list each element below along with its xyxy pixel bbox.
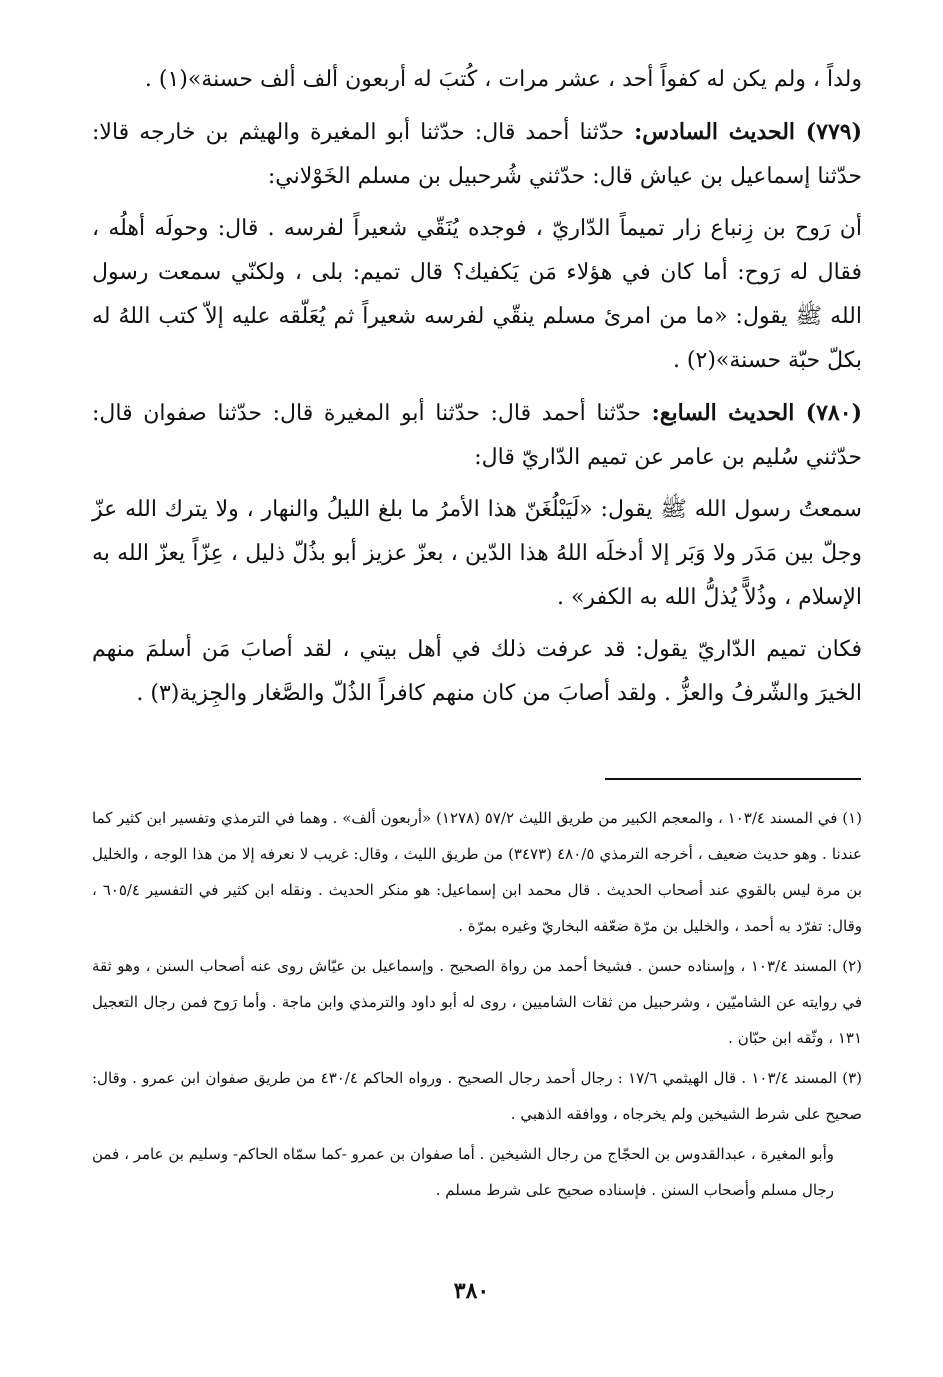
hadith-780-comment: فكان تميم الدّاريّ يقول: قد عرفت ذلك في أهل بيتي ، لقد أصابَ مَن أسلمَ منهم الخيرَ والشّرفُ والعزُّ . ولقد أصابَ من كان منهم كافراً الذُلّ والصَّغار والجِزية(٣) . bbox=[92, 637, 862, 706]
footnote-2: (٢) المسند ١٠٣/٤ ، وإسناده حسن . فشيخا أحمد من رواة الصحيح . وإسماعيل بن عيّاش روى عنه أصحاب السنن ، وهو ثقة في روايته عن الشاميّين ، وشرحبيل من ثقات الشاميين ، روى له أبو داود والترمذي وابن ماجة . وأما رَوح فمن رجال التعجيل ١٣١ ، وثّقه ابن حبّان . bbox=[92, 957, 862, 1047]
footnote-3-continued: وأبو المغيرة ، عبدالقدوس بن الحجّاج من رجال الشيخين . أما صفوان بن عمرو -كما سمّاه الحاكم- وسليم بن عامر ، فمن رجال مسلم وأصحاب السنن . فإسناده صحيح على شرط مسلم . bbox=[92, 1145, 834, 1199]
hadith-779-label: (٧٧٩) الحديث السادس: bbox=[634, 119, 863, 145]
hadith-780 bbox=[92, 391, 862, 480]
hadith-780-body: سمعتُ رسول الله ﷺ يقول: «لَيَبْلُغَنّ هذا الأمرُ ما بلغ الليلُ والنهار ، ولا يترك الله عزّ وجلّ بين مَدَر ولا وَبَر إلا أدخلَه اللهُ هذا الدّين ، بعزّ عزيز أبو بذُلّ ذليل ، عِزّاً يعزّ الله به الإسلام ، وذُلاًّ يُذلُّ الله به الكفر» . bbox=[92, 497, 862, 610]
page-number: ٣٨٠ bbox=[453, 1278, 490, 1304]
paragraph-continuation: ولداً ، ولم يكن له كفواً أحد ، عشر مرات ، كُتبَ له أربعون ألف ألف حسنة»(١) . bbox=[144, 67, 862, 92]
hadith-779 bbox=[92, 110, 862, 199]
main-text bbox=[92, 58, 862, 724]
hadith-780-chain: حدّثنا أحمد قال: حدّثنا أبو المغيرة قال: حدّثنا صفوان قال: حدّثني سُليم بن عامر عن تميم الدّاريّ قال: bbox=[92, 401, 862, 470]
footnote-1: (١) في المسند ١٠٣/٤ ، والمعجم الكبير من طريق الليث ٥٧/٢ (١٢٧٨) «أربعون ألف» . وهما في الترمذي وتفسير ابن كثير كما عندنا . وهو حديث ضعيف ، أخرجه الترمذي ٤٨٠/٥ (٣٤٧٣) من طريق الليث ، وقال: غريب لا نعرفه إلا من هذا الوجه ، والخليل بن مرة ليس بالقوي عند أصحاب الحديث . قال محمد ابن إسماعيل: هو منكر الحديث . ونقله ابن كثير في التفسير ٦٠٥/٤ ، وقال: تفرّد به أحمد ، والخليل بن مرّة ضعّفه البخاريّ وغيره بمرّة . bbox=[92, 809, 863, 935]
footnotes bbox=[92, 800, 862, 1212]
hadith-780-label: (٧٨٠) الحديث السابع: bbox=[651, 400, 862, 426]
footnote-divider bbox=[605, 778, 861, 780]
hadith-779-chain: حدّثنا أحمد قال: حدّثنا أبو المغيرة والهيثم بن خارجه قالا: حدّثنا إسماعيل بن عياش قال: حدّثني شُرحبيل بن مسلم الخَوْلاني: bbox=[92, 120, 862, 189]
footnote-3: (٣) المسند ١٠٣/٤ . قال الهيثمي ١٧/٦ : رجال أحمد رجال الصحيح . ورواه الحاكم ٤٣٠/٤ من طريق صفوان ابن عمرو . وقال: صحيح على شرط الشيخين ولم يخرجاه ، ووافقه الذهبي . bbox=[92, 1069, 863, 1123]
hadith-779-body: أن رَوح بن زِنباع زار تميماً الدّاريّ ، فوجده يُنَقّي شعيراً لفرسه . قال: وحولَه أهلُه ، فقال له رَوح: أما كان في هؤلاء مَن يَكفيك؟ قال تميم: بلى ، ولكنّي سمعت رسول الله ﷺ يقول: «ما من امرئ مسلم ينقّي لفرسه شعيراً ثم يُعَلّقه عليه إلاّ كتب اللهُ له بكلّ حبّة حسنة»(٢) . bbox=[92, 216, 862, 373]
